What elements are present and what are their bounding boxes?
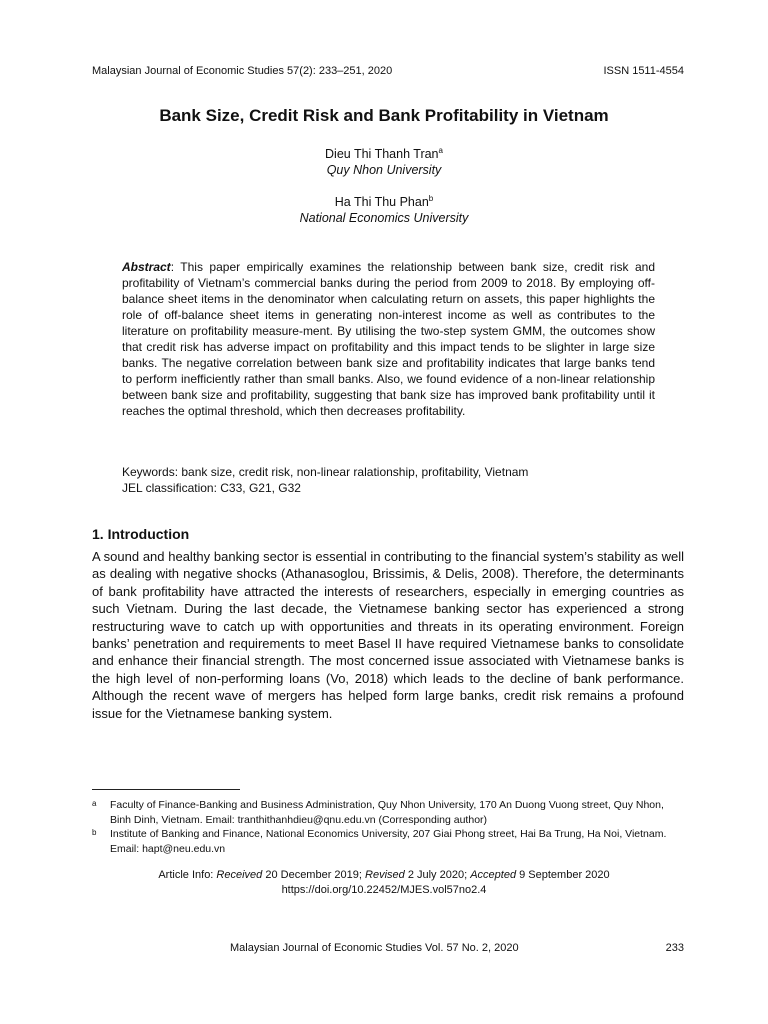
author-2-affiliation: National Economics University xyxy=(299,211,469,225)
author-1-name: Dieu Thi Thanh Tran xyxy=(325,147,439,162)
section-heading-introduction: 1. Introduction xyxy=(92,526,190,542)
abstract-text: : This paper empirically examines the relationship between bank size, credit risk and profitability of Vietnam’s commercial banks during the period from 2009 to 2018. By employing off-balance sheet items in the denominator when calculating return on assets, this paper highlights the role of off-balance sheet items in generating non-interest income as well as contributes to the literature on profitability measure-ment. By utilising the two-step system GMM, the outcomes show that credit risk has adverse impact on profitability and this impact tends to be slighter in large size banks. The negative correlation between bank size and profitability indicates that large banks tend to perform inefficiently rather than small banks. Also, we found evidence of a non-linear relationship between bank size and profitability, suggesting that bank size has improved bank profitability until it reaches the optimal threshold, which then decreases profitability. xyxy=(122,260,655,418)
received-date: 20 December 2019; xyxy=(262,869,366,881)
running-header xyxy=(92,65,684,77)
revised-date: 2 July 2020; xyxy=(404,869,471,881)
abstract xyxy=(122,259,655,419)
paper-title: Bank Size, Credit Risk and Bank Profitability in Vietnam xyxy=(159,106,609,125)
article-dates xyxy=(0,868,768,883)
footer-journal: Malaysian Journal of Economic Studies Vol. 57 No. 2, 2020 xyxy=(230,942,519,954)
footnote-divider xyxy=(92,789,240,790)
footnote-b xyxy=(92,827,684,856)
issn: ISSN 1511-4554 xyxy=(603,65,684,77)
received-label: Received xyxy=(216,869,263,881)
keywords-block xyxy=(122,464,655,496)
introduction-paragraph: A sound and healthy banking sector is essential in contributing to the financial system’s stability as well as dealing with negative shocks (Athanasoglou, Brissimis, & Delis, 2008). Therefore, the determinants of bank profitability have attracted the interests of researchers, especially in emerging countries as such Vietnam. During the last decade, the Vietnamese banking sector has experienced a strong restructuring wave to catch up with opportunities and threats in its operating environment. Foreign banks’ penetration and requirements to meet Basel II have required Vietnamese banks to consolidate and enhance their financial strength. The most concerned issue associated with Vietnamese banks is the high level of non-performing loans (Vo, 2018) which leads to the decline of bank performance. Although the recent wave of mergers has helped form large banks, credit risk remains a profound issue for the Vietnamese banking system. xyxy=(92,549,684,721)
article-info xyxy=(0,868,768,898)
footnote-a-mark: a xyxy=(92,799,97,808)
article-info-prefix: Article Info: xyxy=(158,869,217,881)
footnote-a-text: Faculty of Finance-Banking and Business Administration, Quy Nhon University, 170 An Duong Vuong street, Quy Nhon, Binh Dinh, Vietnam. Email: tranthithanhdieu@qnu.edu.vn (Corresponding author) xyxy=(110,799,664,826)
accepted-label: Accepted xyxy=(470,869,517,881)
footnote-b-mark: b xyxy=(92,828,97,837)
abstract-label: Abstract xyxy=(122,260,171,274)
keywords: Keywords: bank size, credit risk, non-linear ralationship, profitability, Vietnam xyxy=(122,465,529,479)
jel-classification: JEL classification: C33, G21, G32 xyxy=(122,481,301,495)
journal-citation: Malaysian Journal of Economic Studies 57(2): 233–251, 2020 xyxy=(92,65,393,77)
revised-label: Revised xyxy=(365,869,405,881)
author-1-mark: a xyxy=(438,146,443,155)
author-1-affiliation: Quy Nhon University xyxy=(326,163,442,177)
author-2-mark: b xyxy=(428,194,434,203)
author-2 xyxy=(0,194,768,209)
footnote-a xyxy=(92,798,684,827)
page-number: 233 xyxy=(665,942,684,954)
author-2-name: Ha Thi Thu Phan xyxy=(334,195,429,210)
accepted-date: 9 September 2020 xyxy=(516,869,610,881)
footnotes xyxy=(92,798,684,856)
author-1 xyxy=(0,146,768,161)
doi-link[interactable]: https://doi.org/10.22452/MJES.vol57no2.4 xyxy=(281,884,487,896)
footnote-b-text: Institute of Banking and Finance, National Economics University, 207 Giai Phong street, Hai Ba Trung, Ha Noi, Vietnam. Email: hapt@neu.edu.vn xyxy=(110,828,667,855)
